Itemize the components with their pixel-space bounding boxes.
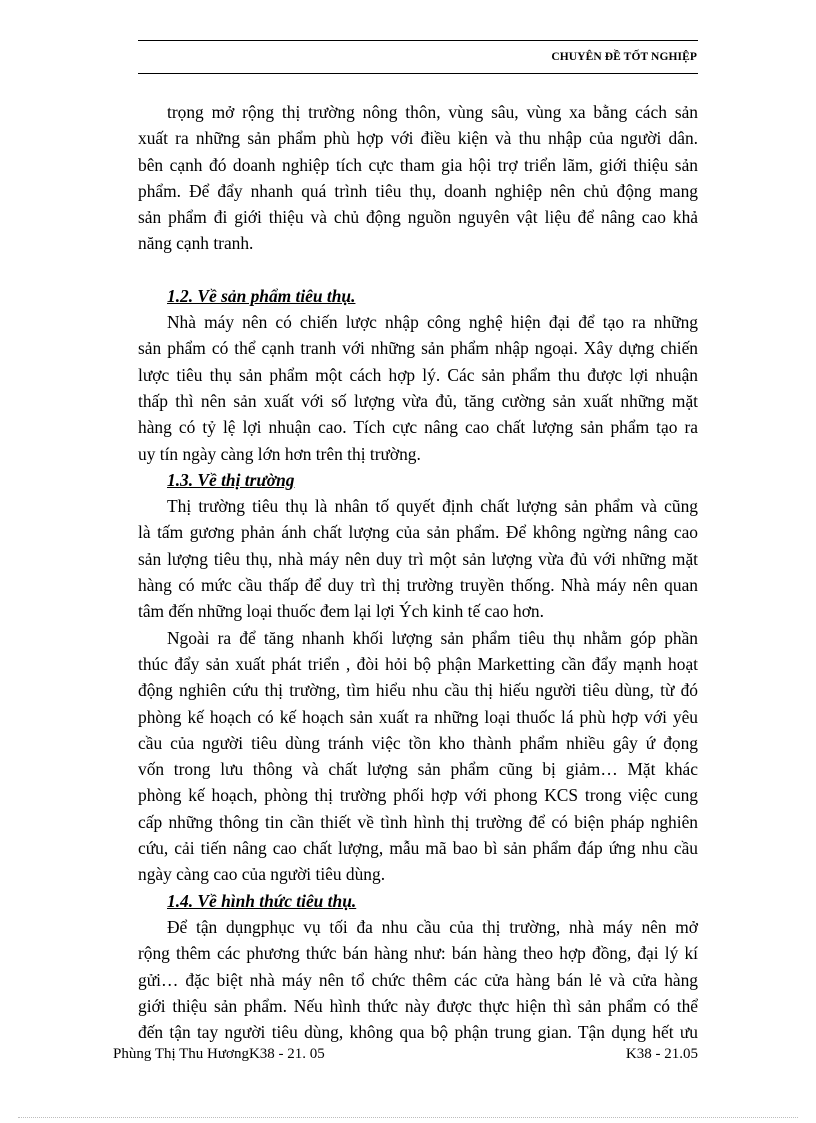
body-line: sản lượng tiêu thụ, nhà máy nên duy trì một sản lượng vừa đủ với những mặt — [138, 548, 698, 569]
body-line: sản phẩm đi giới thiệu và chủ động nguồn nguyên vật liệu để nâng cao khả — [138, 207, 698, 228]
body-line: Thị trường tiêu thụ là nhân tố quyết định chất lượng sản phẩm và cũng — [167, 496, 698, 517]
body-line: cầu của người tiêu dùng tránh việc tồn kho thành phẩm nhiều gây ứ đọng — [138, 732, 698, 753]
footer-author: Phùng Thị Thu HươngK38 - 21. 05 — [113, 1046, 325, 1062]
body-line: trọng mở rộng thị trường nông thôn, vùng sâu, vùng xa bằng cách sản — [167, 102, 698, 122]
body-line: đến tận tay người tiêu dùng, không qua bộ phận trung gian. Tận dụng hết ưu — [138, 1022, 698, 1043]
body-line: hàng có mức cầu thấp để duy trì thị trường truyền thống. Nhà máy nên quan — [138, 575, 698, 596]
body-line: rộng thêm các phương thức bán hàng như: bán hàng theo hợp đồng, đại lý kí — [138, 943, 698, 964]
body-line: phòng kế hoạch có kế hoạch sản xuất ra những loại thuốc lá phù hợp với yêu — [138, 706, 698, 727]
body-line: lược tiêu thụ sản phẩm một cách hợp lý. Các sản phẩm thu được lợi nhuận — [138, 364, 698, 385]
section-heading-1-3: 1.3. Về thị trường — [167, 469, 295, 490]
section-heading-1-4: 1.4. Về hình thức tiêu thụ. — [167, 890, 357, 911]
body-line: gửi… đặc biệt nhà máy nên tổ chức thêm các cửa hàng bán lẻ và cửa hàng — [138, 969, 698, 990]
spacer — [138, 257, 698, 283]
body-line: giới thiệu sản phẩm. Nếu hình thức này được thực hiện thì sản phẩm có thể — [138, 995, 698, 1016]
body-line: bên cạnh đó doanh nghiệp tích cực tham gia hội trợ triển lãm, giới thiệu sản — [138, 154, 698, 175]
body-line: ngày càng cao của người tiêu dùng. — [138, 864, 386, 885]
body-line: thúc đẩy sản xuất phát triển , đòi hỏi bộ phận Marketting cần đẩy mạnh hoạt — [138, 653, 698, 674]
header-rule — [138, 73, 698, 74]
body-line: thấp thì nên sản xuất với số lượng vừa đủ, tăng cường sản xuất những mặt — [138, 390, 698, 411]
body-line: phẩm. Để đẩy nhanh quá trình tiêu thụ, doanh nghiệp nên chủ động mang — [138, 180, 698, 201]
header-top-border — [138, 40, 698, 41]
body-line: Ngoài ra để tăng nhanh khối lượng sản phẩm tiêu thụ nhằm góp phần — [167, 627, 698, 648]
body-line: Nhà máy nên có chiến lược nhập công nghệ hiện đại để tạo ra những — [167, 312, 698, 333]
document-body — [138, 99, 698, 1045]
footer-page-code: K38 - 21.05 — [625, 1046, 698, 1062]
body-line: động nghiên cứu thị trường, tìm hiểu nhu cầu thị hiếu người tiêu dùng, từ đó — [138, 680, 698, 701]
body-line: hàng có tỷ lệ lợi nhuận cao. Tích cực nâng cao chất lượng sản phẩm tạo ra — [138, 417, 698, 438]
body-line: vốn trong lưu thông và chất lượng sản phẩm cũng bị giảm… Mặt khác — [138, 759, 698, 780]
body-line: cấp những thông tin cần thiết về tình hình thị trường để có biện pháp nghiên — [138, 811, 698, 832]
body-line: uy tín ngày càng lớn hơn trên thị trường. — [138, 443, 421, 464]
body-line: phòng kế hoạch, phòng thị trường phối hợp với phong KCS trong việc cung — [138, 785, 698, 806]
body-line: là tấm gương phản ánh chất lượng của sản phẩm. Để không ngừng nâng cao — [138, 522, 698, 543]
body-line: năng cạnh tranh. — [138, 233, 254, 254]
body-line: Để tận dụngphục vụ tối đa nhu cầu của thị trường, nhà máy nên mở — [167, 916, 698, 937]
body-line: sản phẩm có thể cạnh tranh với những sản phẩm nhập ngoại. Xây dựng chiến — [138, 338, 698, 359]
page-bottom-edge — [18, 1117, 798, 1118]
body-line: tâm đến những loại thuốc đem lại lợi Ých kinh tế cao hơn. — [138, 601, 544, 622]
body-line: cứu, cải tiến nâng cao chất lượng, mẫu mã bao bì sản phẩm đáp ứng nhu cầu — [138, 838, 698, 859]
page-header-title: CHUYÊN ĐỀ TỐT NGHIỆP — [551, 51, 697, 63]
body-line: xuất ra những sản phẩm phù hợp với điều kiện và thu nhập của người dân. — [138, 128, 698, 149]
section-heading-1-2: 1.2. Về sản phẩm tiêu thụ. — [167, 285, 356, 306]
